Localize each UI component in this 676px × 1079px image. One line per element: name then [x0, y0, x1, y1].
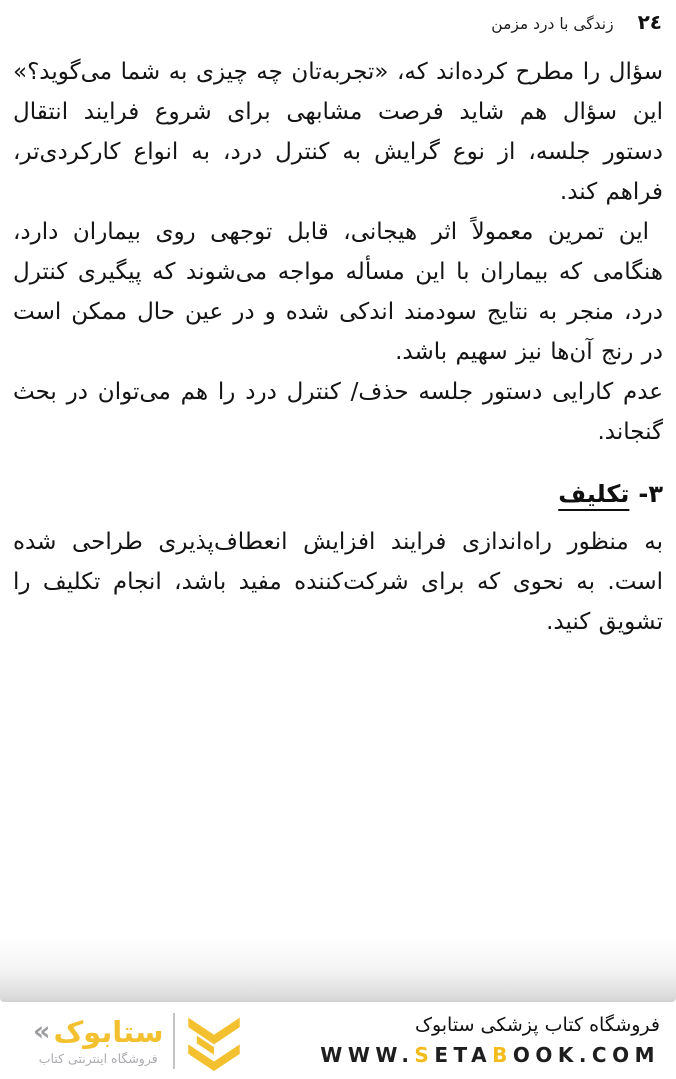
logo-text-block: [33, 1015, 163, 1066]
url-segment-gold: B: [492, 1043, 513, 1067]
logo-wordmark-row: [33, 1015, 163, 1049]
store-name: فروشگاه کتاب پزشکی ستابوک: [414, 1014, 660, 1036]
url-segment: WWW.: [320, 1043, 415, 1067]
logo-tagline: فروشگاه اینترنتی کتاب: [38, 1051, 158, 1066]
logo-wordmark: ستابوک: [53, 1015, 164, 1049]
paragraph: به منظور راه‌اندازی فرایند افزایش انعطاف‌پذیری طراحی شده است. به نحوی که برای شرکت‌کننده مفید باشد، انجام تکلیف را تشویق کنید.: [13, 529, 663, 635]
guillemet-icon: «: [33, 1016, 51, 1047]
paragraph: سؤال را مطرح کرده‌اند که، «تجربه‌تان چه چیزی به شما می‌گوید؟» این سؤال هم شاید فرصت مشابهی برای شروع فرایند انتقال دستور جلسه، از نوع گرایش به کنترل درد، به انواع کارکردی‌تر، فراهم کند.: [13, 59, 663, 205]
page-header: [491, 10, 662, 34]
section-number: ۳-: [638, 480, 663, 508]
url-segment-gold: S: [414, 1043, 435, 1067]
store-info: [320, 1010, 660, 1070]
page-body: [13, 52, 663, 642]
section-title: تکلیف: [558, 480, 630, 508]
chevron-emblem-icon: [185, 1010, 243, 1071]
store-url: [320, 1040, 660, 1070]
url-segment: OOK.COM: [512, 1043, 660, 1067]
section-heading: [13, 474, 663, 514]
paragraph: عدم کارایی دستور جلسه حذف/ کنترل درد را هم می‌توان در بحث گنجاند.: [13, 379, 663, 445]
logo-divider: [173, 1013, 175, 1069]
page-bottom-shadow: [0, 937, 676, 1002]
store-footer: [0, 1002, 676, 1079]
url-segment: ETA: [434, 1043, 493, 1067]
setabook-logo: [33, 1009, 243, 1072]
paragraph: این تمرین معمولاً اثر هیجانی، قابل توجهی روی بیماران دارد، هنگامی که بیماران با این مسأله مواجه می‌شوند که پیگیری کنترل درد، منجر به نتایج سودمند اندکی شده و در عین حال ممکن است در رنج آن‌ها نیز سهیم باشد.: [13, 219, 663, 365]
page-number: ٢٤: [637, 10, 662, 34]
book-title: زندگی با درد مزمن: [491, 15, 614, 33]
